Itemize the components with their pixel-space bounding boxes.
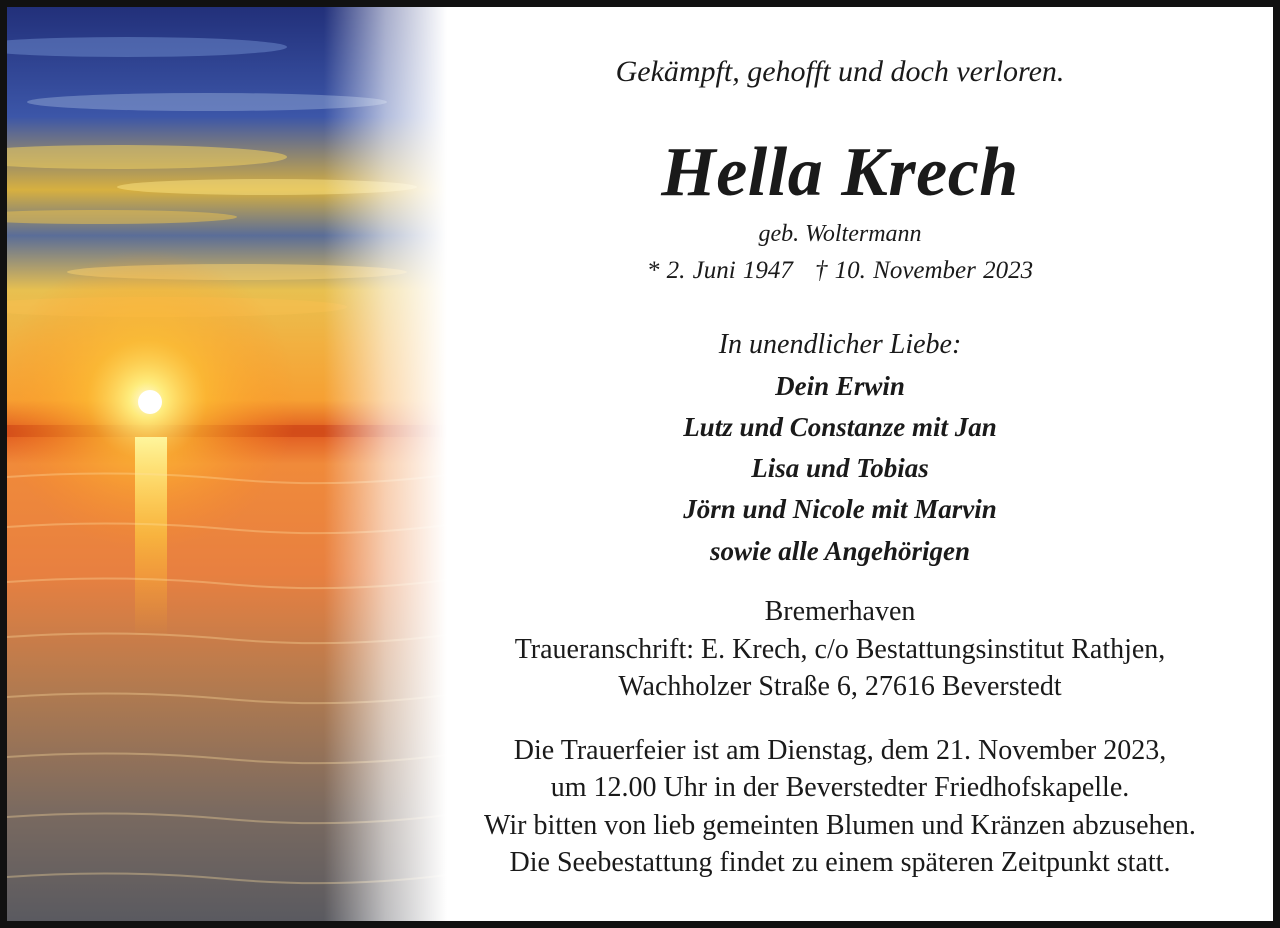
service-info-line: Wir bitten von lieb gemeinten Blumen und Kränzen abzusehen. — [484, 810, 1196, 841]
service-info-line: Die Trauerfeier ist am Dienstag, dem 21. November 2023, — [513, 735, 1167, 766]
motto: Gekämpft, gehofft und doch verloren. — [615, 55, 1065, 88]
mourner-name: Dein Erwin — [775, 371, 905, 401]
life-dates — [407, 257, 1273, 285]
notice-text — [407, 7, 1273, 921]
birth-date: * 2. Juni 1947 — [646, 257, 793, 284]
birth-name: geb. Woltermann — [758, 221, 922, 247]
mourning-address-line: Traueranschrift: E. Krech, c/o Bestattungsinstitut Rathjen, — [514, 634, 1166, 665]
service-info-line: um 12.00 Uhr in der Beverstedter Friedhofskapelle. — [550, 772, 1130, 803]
location: Bremerhaven — [764, 596, 916, 627]
death-date: † 10. November 2023 — [814, 257, 1034, 284]
mourners-intro: In unendlicher Liebe: — [718, 329, 962, 360]
mourner-name: Lutz und Constanze mit Jan — [683, 412, 997, 442]
sunset-sea-photo — [7, 7, 447, 921]
mourning-address-line: Wachholzer Straße 6, 27616 Beverstedt — [618, 671, 1062, 702]
mourner-name: Lisa und Tobias — [751, 453, 929, 483]
mourner-name: Jörn und Nicole mit Marvin — [683, 494, 997, 524]
service-info-line: Die Seebestattung findet zu einem späteren Zeitpunkt statt. — [509, 847, 1171, 878]
deceased-name: Hella Krech — [661, 134, 1019, 211]
mourner-name: sowie alle Angehörigen — [709, 536, 971, 566]
